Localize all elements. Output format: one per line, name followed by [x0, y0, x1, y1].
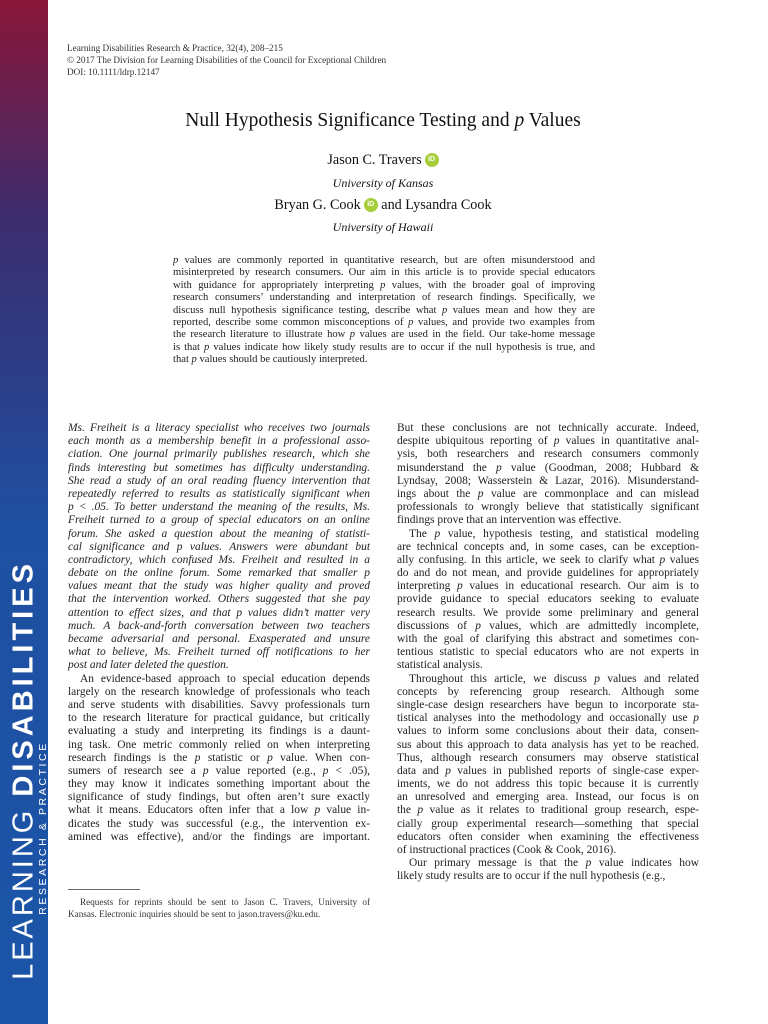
vignette-line: ciation. One journal primarily publishes research, which she [68, 448, 370, 461]
body-line: the p value as it relates to traditional group research, espe- [397, 804, 699, 817]
abstract-line: with guidance for appropriately interpreting p values, with the broader goal of improving [173, 279, 595, 291]
abstract-line: discuss null hypothesis significance testing, describe what p values mean and how they are [173, 304, 595, 316]
abstract-line: that p values should be cautiously interpreted. [173, 354, 368, 366]
abstract-line: misinterpreted by research consumers. Our aim in this article is to provide special educators [173, 267, 595, 279]
orcid-icon[interactable]: iD [364, 198, 378, 212]
vignette-line: finds interesting but sometimes has difficulty understanding. [68, 461, 370, 474]
footnote-rule [68, 889, 140, 890]
journal-name-part2: DISABILITIES [7, 560, 40, 797]
body-text [68, 673, 370, 844]
body-line: an unresolved and emerging area. Instead, our focus is on [397, 791, 699, 804]
abstract [173, 255, 595, 367]
orcid-icon[interactable]: iD [425, 153, 439, 167]
body-line: what it means. Educators often infer that a low p value in- [68, 804, 370, 817]
body-line: significance of study findings, but often aren’t sure exactly [68, 791, 370, 804]
footnote [68, 897, 370, 920]
body-line: are technical concepts and, in some cases, can be exception- [397, 540, 699, 553]
body-line: Thus, although research consumers may observe statistical [397, 751, 699, 764]
journal-citation-line: Learning Disabilities Research & Practice, 32(4), 208–215 [67, 43, 283, 53]
article-title: Null Hypothesis Significance Testing and p Values [185, 110, 581, 131]
body-line: amined was effective), and/or the findings are important. [68, 830, 370, 843]
author-affiliation: University of Hawaii [332, 220, 434, 234]
body-line: misunderstand the p value (Goodman, 2008; Hubbard & [397, 461, 699, 474]
journal-subtitle-vertical: RESEARCH & PRACTICE [36, 741, 49, 915]
body-line: cially group experimental research—something that special [397, 817, 699, 830]
body-line: single-case design researchers have begun to incorporate sta- [397, 698, 699, 711]
vignette-line: values meant that the study was higher quality and proved [68, 580, 370, 593]
author-name: Bryan G. Cook [274, 197, 361, 213]
vignette-line: what to believe, Ms. Freiheit turned off notifications to her [68, 646, 370, 659]
abstract-line: the research literature to illustrate how p values are used in the field. Our take-home message [173, 329, 595, 341]
body-line: discussions of p values, which are admittedly incomplete, [397, 619, 699, 632]
body-line: iments, we do not address this topic because it is currently [397, 778, 699, 791]
body-line: likely study results are to occur if the null hypothesis (e.g., [397, 870, 666, 883]
body-line: ally confusing. In this article, we seek to clarify what p values [397, 553, 699, 566]
vignette-line: much. A back-and-forth conversation between two teachers [68, 619, 370, 632]
abstract-line: research consumers’ understanding and interpretation of research findings. Specifically, we [173, 292, 595, 304]
author-affiliation: University of Kansas [332, 176, 434, 190]
body-line: Our primary message is that the p value indicates how [409, 857, 699, 870]
journal-name-part1: LEARNING [7, 807, 40, 980]
body-line: with the goal of clarifying this abstract and sometimes con- [397, 633, 699, 645]
opening-vignette [68, 422, 370, 673]
body-line: research results. We provide some preliminary and general [397, 606, 699, 619]
body-line: ings about the p value are commonplace and can mislead [397, 487, 699, 500]
vignette-line: repeatedly referred to results as statistically significant when [68, 487, 370, 500]
body-line: interpreting p values in educational research. Our aim is to [397, 580, 699, 593]
body-line: findings prove that an intervention was effective. [397, 514, 622, 527]
abstract-line: reported, describe some common misconceptions of p values, and provide two examples from [173, 317, 595, 329]
body-line: tistical analyses into the methodology and occasionally use p [397, 712, 699, 725]
vignette-line: debate on the online forum. Some remarked that smaller p [68, 567, 370, 580]
abstract-line: is that p values indicate how likely study results are to occur if the null hypothesis is true, and [173, 341, 595, 353]
body-line: to the research literature for practical guidance, but critically [68, 712, 370, 725]
body-line: educators often consider when examining the effectiveness [397, 830, 699, 843]
vignette-line: cal significance and p values. Answers were abundant but [68, 540, 370, 553]
journal-sidebar-text [0, 0, 48, 1024]
footnote-line: Requests for reprints should be sent to Jason C. Travers, University of [80, 897, 370, 907]
body-line: sus about this approach to data analysis has yet to be reached. [397, 738, 699, 751]
vignette-line: p < .05. To better understand the meaning of the results, Ms. [68, 501, 370, 514]
author-line-1 [60, 152, 706, 169]
body-line: ing task. One metric commonly relied on when interpreting [68, 738, 370, 751]
body-line: sumers of research see a p value reported (e.g., p < .05), [68, 764, 370, 777]
vignette-line: Freiheit turned to a group of special educators on an online [68, 514, 370, 527]
footnote-line: Kansas. Electronic inquiries should be sent to jason.travers@ku.edu. [68, 908, 321, 919]
doi-line: DOI: 10.1111/ldrp.12147 [67, 67, 160, 77]
vignette-line: attention to effect sizes, and that p values didn’t matter very [68, 606, 370, 619]
vignette-line: forum. She asked a question about the meaning of statisti- [68, 527, 370, 540]
abstract-line: p values are commonly reported in quantitative research, but are often misunderstood and [173, 255, 595, 266]
journal-name-vertical [7, 560, 40, 980]
vignette-line: She read a study of an oral reading fluency intervention that [68, 474, 370, 487]
journal-citation-block [67, 42, 386, 78]
body-line: despite ubiquitous reporting of p values in quantitative anal- [397, 435, 699, 448]
body-line: provide guidance to special educators seeking to evaluate [397, 593, 699, 606]
body-line: tentious statistic to special educators who are not experts in [397, 646, 699, 659]
copyright-line: © 2017 The Division for Learning Disabilities of the Council for Exceptional Children [67, 55, 387, 65]
body-line: research findings is the p statistic or p value. When con- [68, 751, 370, 764]
vignette-line: contradictory, which confused Ms. Freiheit and resulted in a [68, 553, 370, 566]
body-line: data and p values in published reports of single-case exper- [397, 764, 699, 777]
vignette-line: Ms. Freiheit is a literacy specialist who receives two journals [68, 422, 370, 434]
body-line: largely on the research knowledge of professionals who teach [68, 685, 370, 698]
body-line: they may know it indicates something important about the [68, 778, 370, 791]
body-line: Throughout this article, we discuss p values and related [409, 672, 699, 685]
author-line-2 [60, 197, 706, 214]
body-line: concepts by referencing group research. Although some [397, 685, 699, 698]
author-connector: and Lysandra Cook [381, 197, 492, 213]
body-line: of instructional practices (Cook & Cook, 2016). [397, 844, 617, 856]
body-line: ysis, both researchers and research consumers commonly [397, 448, 699, 461]
body-line: An evidence-based approach to special education depends [80, 672, 370, 685]
body-line: and serve students with disabilities. Savvy professionals turn [68, 698, 370, 711]
body-line: do and do not mean, and provide guidelines for appropriately [397, 567, 699, 580]
body-line: professionals to wrongly believe that statistically significant [397, 501, 699, 514]
author-name: Jason C. Travers [327, 152, 422, 168]
vignette-line: each month as a membership benefit in a professional asso- [68, 435, 370, 448]
body-line: statistical analysis. [397, 659, 483, 672]
body-line: values to inform some conclusions about their data, consen- [397, 725, 699, 738]
body-line: But these conclusions are not technically accurate. Indeed, [397, 422, 699, 434]
body-column-right [397, 422, 699, 884]
body-column-left [68, 422, 370, 844]
body-line: evaluating a study and interpreting its findings is a daunt- [68, 725, 370, 738]
body-line: Lyndsay, 2008; Wasserstein & Lazar, 2016). Misunderstand- [397, 474, 699, 487]
body-line: dicates the study was successful (e.g., the intervention ex- [68, 817, 370, 830]
body-line: The p value, hypothesis testing, and statistical modeling [409, 527, 699, 540]
vignette-line: post and later deleted the question. [68, 659, 229, 672]
vignette-line: that the intervention worked. Others suggested that she pay [68, 593, 370, 606]
vignette-line: became adversarial and personal. Exasperated and unsure [68, 633, 370, 645]
